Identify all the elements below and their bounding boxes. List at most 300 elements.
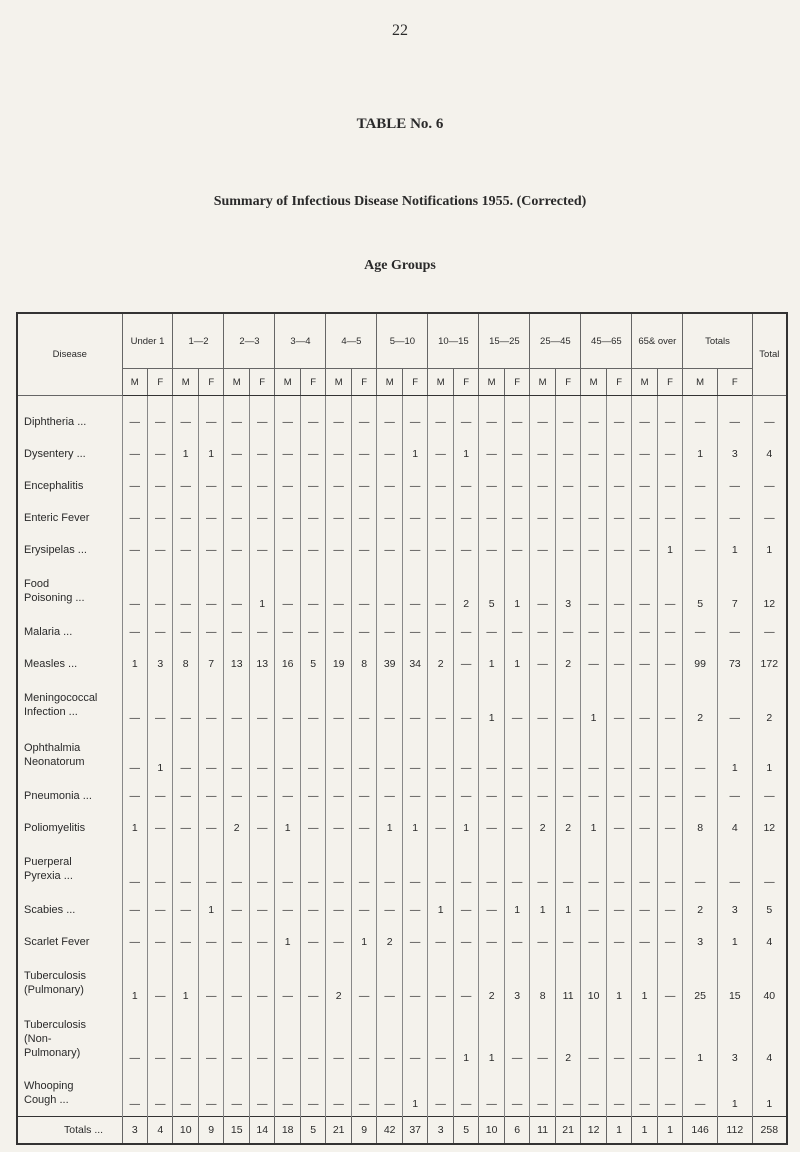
count-cell: — — [300, 844, 326, 894]
count-cell: — — [249, 730, 275, 780]
count-cell: — — [300, 1070, 326, 1117]
count-cell: — — [428, 926, 453, 958]
count-cell: 8 — [683, 812, 718, 844]
count-cell: — — [606, 680, 632, 730]
count-cell: — — [453, 534, 479, 566]
count-cell: — — [555, 502, 581, 534]
count-cell: 1 — [581, 812, 606, 844]
count-cell: 1 — [717, 534, 752, 566]
count-cell: — — [198, 502, 224, 534]
count-cell: — — [530, 926, 555, 958]
count-cell: — — [377, 1008, 402, 1070]
count-cell: — — [606, 470, 632, 502]
count-cell: 2 — [555, 648, 581, 680]
count-cell: — — [530, 1008, 555, 1070]
count-cell: 25 — [683, 958, 718, 1008]
count-cell: — — [249, 926, 275, 958]
count-cell: — — [326, 1070, 351, 1117]
count-cell: 1 — [249, 566, 275, 616]
count-cell: — — [198, 958, 224, 1008]
count-cell: 1 — [581, 680, 606, 730]
count-cell: — — [148, 926, 173, 958]
count-cell: — — [275, 438, 300, 470]
count-cell: — — [249, 844, 275, 894]
count-cell: — — [428, 680, 453, 730]
female-column-header: F — [657, 369, 682, 396]
female-column-header: F — [606, 369, 632, 396]
male-column-header: M — [275, 369, 300, 396]
count-cell: — — [351, 1008, 377, 1070]
table-row — [17, 566, 787, 616]
count-cell: — — [717, 470, 752, 502]
count-cell: — — [326, 844, 351, 894]
count-cell: — — [122, 894, 147, 926]
count-cell: — — [326, 470, 351, 502]
count-cell: — — [530, 780, 555, 812]
count-cell: — — [453, 730, 479, 780]
count-cell: — — [632, 894, 657, 926]
count-cell: 1 — [453, 1008, 479, 1070]
count-cell: — — [428, 844, 453, 894]
age-group-header: 5—10 — [377, 313, 428, 369]
count-cell: — — [581, 730, 606, 780]
count-cell: — — [530, 648, 555, 680]
table-row — [17, 406, 787, 438]
table-row — [17, 534, 787, 566]
count-cell: — — [683, 502, 718, 534]
count-cell: — — [632, 438, 657, 470]
count-cell: — — [275, 534, 300, 566]
count-cell: — — [479, 470, 504, 502]
count-cell: — — [148, 616, 173, 648]
count-cell: — — [224, 406, 249, 438]
count-cell: — — [683, 844, 718, 894]
count-cell: 1 — [275, 812, 300, 844]
totals-label: Totals ... — [17, 1117, 122, 1145]
count-cell: — — [504, 730, 530, 780]
male-column-header: M — [632, 369, 657, 396]
count-cell: 4 — [717, 812, 752, 844]
count-cell: — — [555, 534, 581, 566]
count-cell: — — [275, 844, 300, 894]
count-cell: — — [326, 534, 351, 566]
count-cell: — — [453, 780, 479, 812]
count-cell: — — [402, 894, 428, 926]
total-cell: 42 — [377, 1117, 402, 1145]
age-group-header: 45—65 — [581, 313, 632, 369]
count-cell: 1 — [453, 812, 479, 844]
count-cell: — — [351, 1070, 377, 1117]
count-cell: — — [198, 566, 224, 616]
count-cell: — — [479, 1070, 504, 1117]
row-total-cell: 4 — [752, 438, 787, 470]
count-cell: — — [428, 470, 453, 502]
count-cell: — — [402, 844, 428, 894]
count-cell: — — [300, 680, 326, 730]
count-cell: — — [717, 680, 752, 730]
count-cell: — — [555, 680, 581, 730]
count-cell: — — [402, 566, 428, 616]
count-cell: — — [300, 894, 326, 926]
count-cell: — — [275, 894, 300, 926]
count-cell: 1 — [148, 730, 173, 780]
count-cell: — — [453, 680, 479, 730]
count-cell: — — [632, 926, 657, 958]
count-cell: 1 — [351, 926, 377, 958]
age-group-header: 4—5 — [326, 313, 377, 369]
count-cell: — — [657, 1070, 682, 1117]
count-cell: 5 — [683, 566, 718, 616]
table-subtitle: Summary of Infectious Disease Notifications 1955. (Corrected) — [213, 194, 587, 209]
count-cell: — — [504, 1070, 530, 1117]
count-cell: — — [326, 566, 351, 616]
total-cell: 21 — [326, 1117, 351, 1145]
disease-name: Dysentery ... — [24, 448, 86, 460]
count-cell: 19 — [326, 648, 351, 680]
count-cell: — — [300, 812, 326, 844]
count-cell: — — [326, 812, 351, 844]
count-cell: 15 — [717, 958, 752, 1008]
table-row — [17, 812, 787, 844]
count-cell: 1 — [198, 894, 224, 926]
count-cell: — — [122, 780, 147, 812]
count-cell: 3 — [555, 566, 581, 616]
count-cell: — — [249, 1008, 275, 1070]
count-cell: — — [249, 406, 275, 438]
notifications-table — [16, 312, 788, 1145]
count-cell: — — [402, 534, 428, 566]
count-cell: — — [249, 534, 275, 566]
count-cell: — — [377, 680, 402, 730]
total-cell: 4 — [148, 1117, 173, 1145]
count-cell: — — [377, 566, 402, 616]
count-cell: — — [148, 812, 173, 844]
count-cell: — — [351, 438, 377, 470]
count-cell: — — [606, 438, 632, 470]
count-cell: — — [428, 812, 453, 844]
count-cell: 1 — [717, 1070, 752, 1117]
female-column-header: F — [555, 369, 581, 396]
count-cell: — — [581, 648, 606, 680]
count-cell: — — [224, 780, 249, 812]
count-cell: — — [504, 812, 530, 844]
count-cell: — — [606, 926, 632, 958]
count-cell: — — [377, 844, 402, 894]
age-group-header: 65& over — [632, 313, 683, 369]
count-cell: — — [581, 1008, 606, 1070]
count-cell: — — [606, 844, 632, 894]
count-cell: — — [224, 438, 249, 470]
count-cell: — — [504, 780, 530, 812]
count-cell: 10 — [581, 958, 606, 1008]
count-cell: — — [148, 406, 173, 438]
count-cell: — — [173, 680, 198, 730]
female-column-header: F — [453, 369, 479, 396]
count-cell: — — [504, 502, 530, 534]
count-cell: 1 — [555, 894, 581, 926]
count-cell: — — [657, 926, 682, 958]
count-cell: — — [198, 1070, 224, 1117]
count-cell: — — [606, 534, 632, 566]
count-cell: — — [249, 616, 275, 648]
count-cell: — — [148, 894, 173, 926]
count-cell: — — [479, 844, 504, 894]
count-cell: — — [351, 958, 377, 1008]
count-cell: — — [122, 1070, 147, 1117]
count-cell: — — [224, 566, 249, 616]
total-cell: 14 — [249, 1117, 275, 1145]
count-cell: — — [504, 438, 530, 470]
female-column-header: F — [148, 369, 173, 396]
count-cell: — — [428, 1008, 453, 1070]
count-cell: — — [173, 812, 198, 844]
count-cell: 73 — [717, 648, 752, 680]
count-cell: — — [351, 680, 377, 730]
count-cell: — — [326, 406, 351, 438]
female-column-header: F — [249, 369, 275, 396]
count-cell: 1 — [122, 812, 147, 844]
male-column-header: M — [428, 369, 453, 396]
count-cell: — — [555, 1070, 581, 1117]
count-cell: — — [657, 1008, 682, 1070]
count-cell: — — [479, 502, 504, 534]
count-cell: — — [717, 406, 752, 438]
count-cell: — — [377, 958, 402, 1008]
count-cell: 1 — [402, 438, 428, 470]
count-cell: — — [428, 616, 453, 648]
count-cell: — — [530, 616, 555, 648]
count-cell: — — [428, 730, 453, 780]
count-cell: — — [377, 1070, 402, 1117]
count-cell: 2 — [224, 812, 249, 844]
count-cell: — — [173, 406, 198, 438]
row-total-cell: 12 — [752, 812, 787, 844]
age-groups-heading: Age Groups — [364, 258, 436, 273]
count-cell: — — [173, 1008, 198, 1070]
total-cell: 6 — [504, 1117, 530, 1145]
count-cell: — — [717, 616, 752, 648]
count-cell: 3 — [683, 926, 718, 958]
age-group-header: Under 1 — [122, 313, 173, 369]
count-cell: — — [148, 470, 173, 502]
male-column-header: M — [224, 369, 249, 396]
count-cell: — — [224, 1008, 249, 1070]
count-cell: — — [351, 470, 377, 502]
male-column-header: M — [479, 369, 504, 396]
count-cell: — — [326, 438, 351, 470]
count-cell: 1 — [122, 648, 147, 680]
disease-name: Scabies ... — [24, 904, 76, 916]
count-cell: — — [351, 894, 377, 926]
disease-name: Erysipelas ... — [24, 544, 87, 556]
count-cell: 1 — [657, 534, 682, 566]
count-cell: — — [657, 616, 682, 648]
count-cell: — — [275, 566, 300, 616]
row-total-cell: 1 — [752, 1070, 787, 1117]
count-cell: — — [173, 534, 198, 566]
count-cell: — — [581, 844, 606, 894]
table-row — [17, 1070, 787, 1117]
disease-name: Encephalitis — [24, 480, 84, 492]
count-cell: — — [581, 894, 606, 926]
count-cell: — — [173, 926, 198, 958]
count-cell: — — [453, 894, 479, 926]
count-cell: — — [717, 780, 752, 812]
count-cell: — — [606, 566, 632, 616]
count-cell: — — [606, 780, 632, 812]
count-cell: — — [249, 812, 275, 844]
disease-name: Ophthalmia Neonatorum — [24, 742, 85, 768]
count-cell: — — [606, 502, 632, 534]
count-cell: — — [300, 406, 326, 438]
count-cell: — — [428, 958, 453, 1008]
count-cell: — — [122, 406, 147, 438]
count-cell: — — [657, 958, 682, 1008]
count-cell: — — [300, 470, 326, 502]
count-cell: — — [326, 894, 351, 926]
count-cell: — — [581, 438, 606, 470]
count-cell: — — [224, 470, 249, 502]
count-cell: — — [198, 470, 224, 502]
count-cell: — — [657, 894, 682, 926]
count-cell: — — [683, 406, 718, 438]
count-cell: — — [377, 780, 402, 812]
total-cell: 112 — [717, 1117, 752, 1145]
count-cell: — — [300, 616, 326, 648]
table-row — [17, 648, 787, 680]
count-cell: — — [606, 1008, 632, 1070]
count-cell: — — [300, 1008, 326, 1070]
row-total-cell: — — [752, 406, 787, 438]
count-cell: — — [632, 470, 657, 502]
count-cell: — — [402, 780, 428, 812]
count-cell: — — [275, 680, 300, 730]
count-cell: — — [275, 730, 300, 780]
count-cell: 5 — [300, 648, 326, 680]
count-cell: — — [632, 1070, 657, 1117]
count-cell: — — [453, 958, 479, 1008]
age-group-header: 25—45 — [530, 313, 581, 369]
count-cell: — — [581, 780, 606, 812]
count-cell: — — [428, 1070, 453, 1117]
count-cell: 2 — [377, 926, 402, 958]
count-cell: 13 — [224, 648, 249, 680]
count-cell: — — [148, 780, 173, 812]
count-cell: — — [479, 780, 504, 812]
count-cell: — — [300, 958, 326, 1008]
count-cell: — — [530, 406, 555, 438]
count-cell: — — [351, 502, 377, 534]
disease-name: Tuberculosis (Pulmonary) — [24, 970, 86, 996]
count-cell: — — [198, 730, 224, 780]
count-cell: 1 — [504, 894, 530, 926]
total-cell: 11 — [530, 1117, 555, 1145]
disease-name: Pneumonia ... — [24, 790, 92, 802]
total-cell: 15 — [224, 1117, 249, 1145]
count-cell: — — [453, 502, 479, 534]
count-cell: 1 — [632, 958, 657, 1008]
count-cell: — — [657, 780, 682, 812]
count-cell: — — [428, 502, 453, 534]
count-cell: — — [555, 616, 581, 648]
count-cell: — — [504, 1008, 530, 1070]
count-cell: — — [606, 616, 632, 648]
count-cell: — — [402, 680, 428, 730]
disease-name: Diphtheria ... — [24, 416, 87, 428]
count-cell: — — [504, 926, 530, 958]
count-cell: — — [300, 566, 326, 616]
male-column-header: M — [581, 369, 606, 396]
count-cell: — — [122, 680, 147, 730]
count-cell: 2 — [453, 566, 479, 616]
count-cell: 1 — [504, 648, 530, 680]
row-total-cell: 12 — [752, 566, 787, 616]
count-cell: — — [198, 844, 224, 894]
count-cell: — — [275, 1008, 300, 1070]
count-cell: 1 — [377, 812, 402, 844]
count-cell: — — [657, 730, 682, 780]
total-column-header: Total — [752, 313, 787, 396]
total-cell: 5 — [453, 1117, 479, 1145]
count-cell: — — [173, 894, 198, 926]
count-cell: — — [249, 894, 275, 926]
count-cell: — — [377, 616, 402, 648]
total-cell: 10 — [479, 1117, 504, 1145]
disease-column-header: Disease — [17, 313, 122, 396]
count-cell: — — [198, 534, 224, 566]
count-cell: 11 — [555, 958, 581, 1008]
count-cell: — — [402, 616, 428, 648]
disease-name: Poliomyelitis — [24, 822, 86, 834]
count-cell: — — [148, 502, 173, 534]
count-cell: 34 — [402, 648, 428, 680]
count-cell: 7 — [198, 648, 224, 680]
count-cell: — — [428, 780, 453, 812]
count-cell: 1 — [122, 958, 147, 1008]
count-cell: — — [683, 780, 718, 812]
count-cell: — — [173, 730, 198, 780]
disease-name: Food Poisoning ... — [24, 578, 85, 604]
count-cell: — — [198, 616, 224, 648]
count-cell: — — [326, 616, 351, 648]
row-total-cell: 40 — [752, 958, 787, 1008]
count-cell: 1 — [717, 730, 752, 780]
count-cell: — — [198, 406, 224, 438]
count-cell: 2 — [530, 812, 555, 844]
count-cell: — — [377, 406, 402, 438]
count-cell: 2 — [555, 812, 581, 844]
count-cell: — — [479, 894, 504, 926]
count-cell: — — [122, 926, 147, 958]
count-cell: 39 — [377, 648, 402, 680]
count-cell: — — [275, 406, 300, 438]
count-cell: 1 — [479, 1008, 504, 1070]
count-cell: — — [530, 470, 555, 502]
female-column-header: F — [198, 369, 224, 396]
count-cell: 1 — [402, 812, 428, 844]
count-cell: — — [606, 894, 632, 926]
age-group-header: 1—2 — [173, 313, 224, 369]
count-cell: — — [300, 502, 326, 534]
count-cell: — — [351, 616, 377, 648]
count-cell: — — [530, 730, 555, 780]
male-column-header: M — [377, 369, 402, 396]
grand-total-cell: 258 — [752, 1117, 787, 1145]
count-cell: — — [173, 502, 198, 534]
count-cell: — — [555, 926, 581, 958]
count-cell: — — [198, 1008, 224, 1070]
count-cell: — — [275, 1070, 300, 1117]
